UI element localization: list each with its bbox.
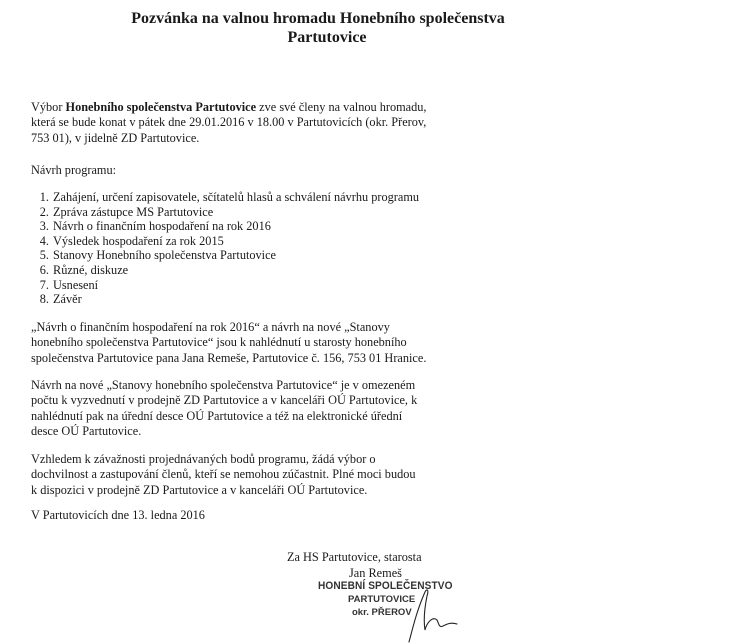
statutes-paragraph <box>31 378 439 440</box>
list-item <box>31 278 451 293</box>
list-item <box>31 263 451 278</box>
item-number: 8. <box>39 292 49 307</box>
paragraph-line: dochvilnost a zastupování členů, kteří se nemohou zúčastnit. Plné moci budou <box>31 467 416 482</box>
item-number: 1. <box>39 190 49 204</box>
paragraph-line: Návrh na nové „Stanovy honebního společenstva Partutovice“ je v omezeném <box>31 378 416 392</box>
document-title <box>0 9 744 47</box>
item-number: 2. <box>39 204 49 219</box>
list-item <box>31 190 451 205</box>
program-list <box>31 190 451 307</box>
item-text: Závěr <box>53 292 82 307</box>
paragraph-line: k dispozici v prodejně ZD Partutovice a v kanceláři OÚ Partutovice. <box>31 482 368 497</box>
attendance-paragraph <box>31 452 439 498</box>
date-line: V Partutovicích dne 13. ledna 2016 <box>31 508 205 522</box>
paragraph-line: „Návrh o finančním hospodaření na rok 2016“ a návrh na nové „Stanovy <box>31 320 390 334</box>
item-number: 5. <box>39 248 49 263</box>
title-line-2: Partutovice <box>287 29 367 46</box>
item-text: Výsledek hospodaření za rok 2015 <box>53 233 224 248</box>
list-item <box>31 248 451 263</box>
item-number: 3. <box>39 219 49 234</box>
signatory-name: Jan Remeš <box>349 566 402 580</box>
list-item <box>31 219 451 234</box>
paragraph-line: desce OÚ Partutovice. <box>31 424 142 439</box>
item-number: 7. <box>39 277 49 292</box>
intro-line-1 <box>31 100 439 115</box>
list-item <box>31 205 451 220</box>
item-text: Stanovy Honebního společenstva Partutovice <box>53 248 277 263</box>
stamp-line-3: okr. PŘEROV <box>352 607 412 618</box>
intro-rest: zve své členy na valnou hromadu, <box>256 100 427 114</box>
item-text: Zpráva zástupce MS Partutovice <box>53 204 214 219</box>
program-label: Návrh programu: <box>31 163 117 177</box>
paragraph-line: společenstva Partutovice pana Jana Remeše, Partutovice č. 156, 753 01 Hranice. <box>31 350 427 365</box>
stamp-line-2: PARTUTOVICE <box>348 594 416 605</box>
paragraph-line: honebního společenstva Partutovice“ jsou k nahlédnutí u starosty honebního <box>31 335 407 350</box>
item-text: Usnesení <box>53 277 99 292</box>
paragraph-line: Vzhledem k závažnosti projednávaných bodů programu, žádá výbor o <box>31 452 376 466</box>
intro-paragraph <box>31 100 439 146</box>
intro-line-2: která se bude konat v pátek dne 29.01.2016 v 18.00 v Partutovicích (okr. Přerov, <box>31 115 427 130</box>
item-text: Návrh o finančním hospodaření na rok 2016 <box>53 219 271 234</box>
stamp-line-1: HONEBNÍ SPOLEČENSTVO <box>318 580 453 592</box>
intro-line-3: 753 01), v jidelně ZD Partutovice. <box>31 130 200 145</box>
documents-paragraph <box>31 320 439 366</box>
item-number: 6. <box>39 262 49 277</box>
paragraph-line: počtu k vyzvednutí v prodejně ZD Partutovice a v kanceláři OÚ Partutovice, k <box>31 393 418 408</box>
handwritten-signature <box>395 582 465 644</box>
item-number: 4. <box>39 233 49 248</box>
title-line-1: Pozvánka na valnou hromadu Honebního společenstva <box>131 10 505 27</box>
item-text: Různé, diskuze <box>53 262 129 277</box>
list-item <box>31 292 451 307</box>
list-item <box>31 234 451 249</box>
signatory-role: Za HS Partutovice, starosta <box>287 550 422 564</box>
item-text: Zahájení, určení zapisovatele, sčítatelů hlasů a schválení návrhu programu <box>53 190 420 204</box>
paragraph-line: nahlédnutí pak na úřední desce OÚ Partutovice a též na elektronické úřední <box>31 408 403 423</box>
association-name: Honebního společenstva Partutovice <box>65 100 257 114</box>
intro-prefix: Výbor <box>31 100 66 114</box>
